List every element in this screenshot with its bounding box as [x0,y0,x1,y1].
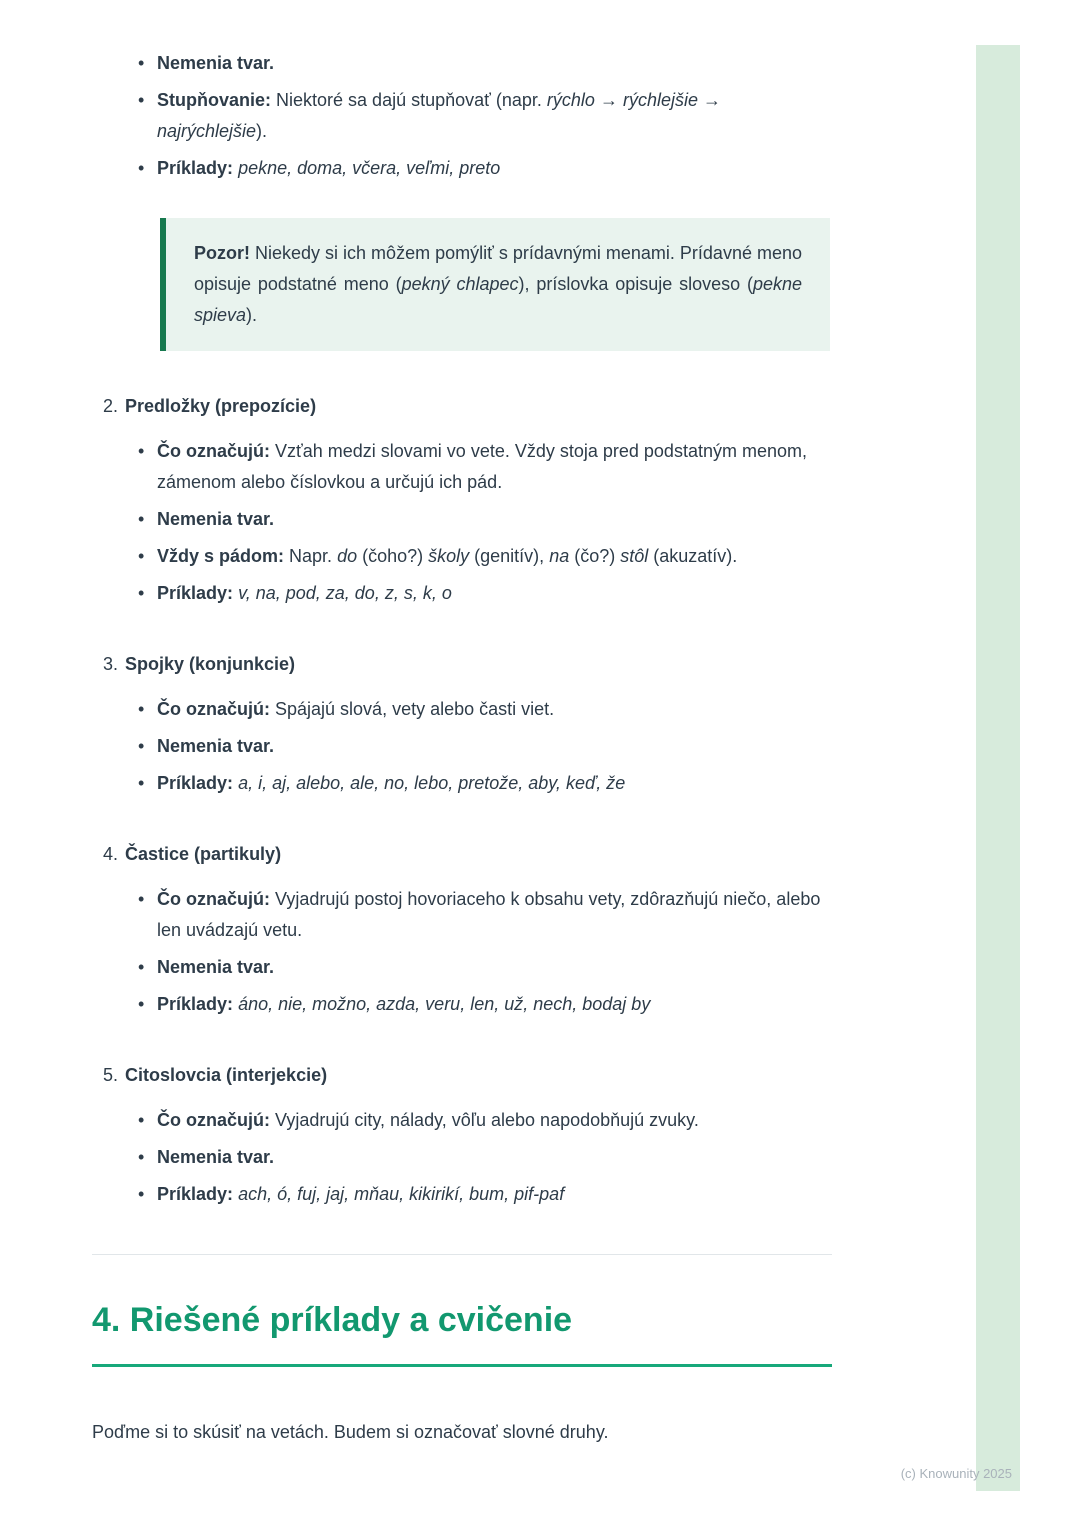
section-heading-row [92,839,832,870]
watermark: (c) Knowunity 2025 [900,1466,1012,1481]
document-content [92,48,832,1448]
section-title: Citoslovcia (interjekcie) [125,1065,328,1085]
callout-text: Pozor! Niekedy si ich môžem pomýliť s prídavnými menami. Prídavné meno opisuje podstatné meno (pekný chlapec), príslovka opisuje sloveso (pekne spieva). [194,243,802,325]
section-spojky [92,649,832,799]
list-item: • Nemenia tvar. [136,504,832,535]
list-item: • Príklady: a, i, aj, alebo, ale, no, lebo, pretože, aby, keď, že [136,768,832,799]
section-number: 3. [103,654,119,674]
section-title: Častice (partikuly) [125,844,282,864]
section-heading-row [92,649,832,680]
list-item: • Čo označujú: Vyjadrujú city, nálady, vôľu alebo napodobňujú zvuky. [136,1105,832,1136]
list-item: • Nemenia tvar. [136,1142,832,1173]
warning-callout [160,218,830,351]
section-bullet-list [136,1105,832,1210]
section-divider [92,1254,832,1255]
list-item: • Príklady: ach, ó, fuj, jaj, mňau, kikirikí, bum, pif-paf [136,1179,832,1210]
section-bullet-list [136,884,832,1020]
section-number: 5. [103,1065,119,1085]
list-item: • Nemenia tvar. [136,48,832,79]
section-bullet-list [136,436,832,609]
list-item: • Čo označujú: Vyjadrujú postoj hovoriaceho k obsahu vety, zdôrazňujú niečo, alebo len uvádzajú vetu. [136,884,832,946]
list-item: • Príklady: v, na, pod, za, do, z, s, k, o [136,578,832,609]
adverb-properties-list [136,48,832,184]
section-citoslovcia [92,1060,832,1210]
section-heading-row [92,1060,832,1091]
section-title: Spojky (konjunkcie) [125,654,296,674]
list-item: • Príklady: pekne, doma, včera, veľmi, preto [136,153,832,184]
section-number: 4. [103,844,119,864]
list-item: • Vždy s pádom: Napr. do (čoho?) školy (genitív), na (čo?) stôl (akuzatív). [136,541,832,572]
section-predlozky [92,391,832,609]
section-castice [92,839,832,1020]
list-item: • Nemenia tvar. [136,731,832,762]
right-green-stripe [976,45,1020,1491]
section-bullet-list [136,694,832,799]
list-item: • Príklady: áno, nie, možno, azda, veru, len, už, nech, bodaj by [136,989,832,1020]
list-item: • Nemenia tvar. [136,952,832,983]
chapter-heading: 4. Riešené príklady a cvičenie [92,1301,832,1367]
section-number: 2. [103,396,119,416]
list-item: • Stupňovanie: Niektoré sa dajú stupňovať (napr. rýchlo → rýchlejšie → najrýchlejšie). [136,85,832,147]
list-item: • Čo označujú: Vzťah medzi slovami vo vete. Vždy stoja pred podstatným menom, zámenom alebo číslovkou a určujú ich pád. [136,436,832,498]
list-item: • Čo označujú: Spájajú slová, vety alebo časti viet. [136,694,832,725]
section-heading-row [92,391,832,422]
closing-paragraph: Poďme si to skúsiť na vetách. Budem si označovať slovné druhy. [92,1422,609,1442]
section-title: Predložky (prepozície) [125,396,317,416]
